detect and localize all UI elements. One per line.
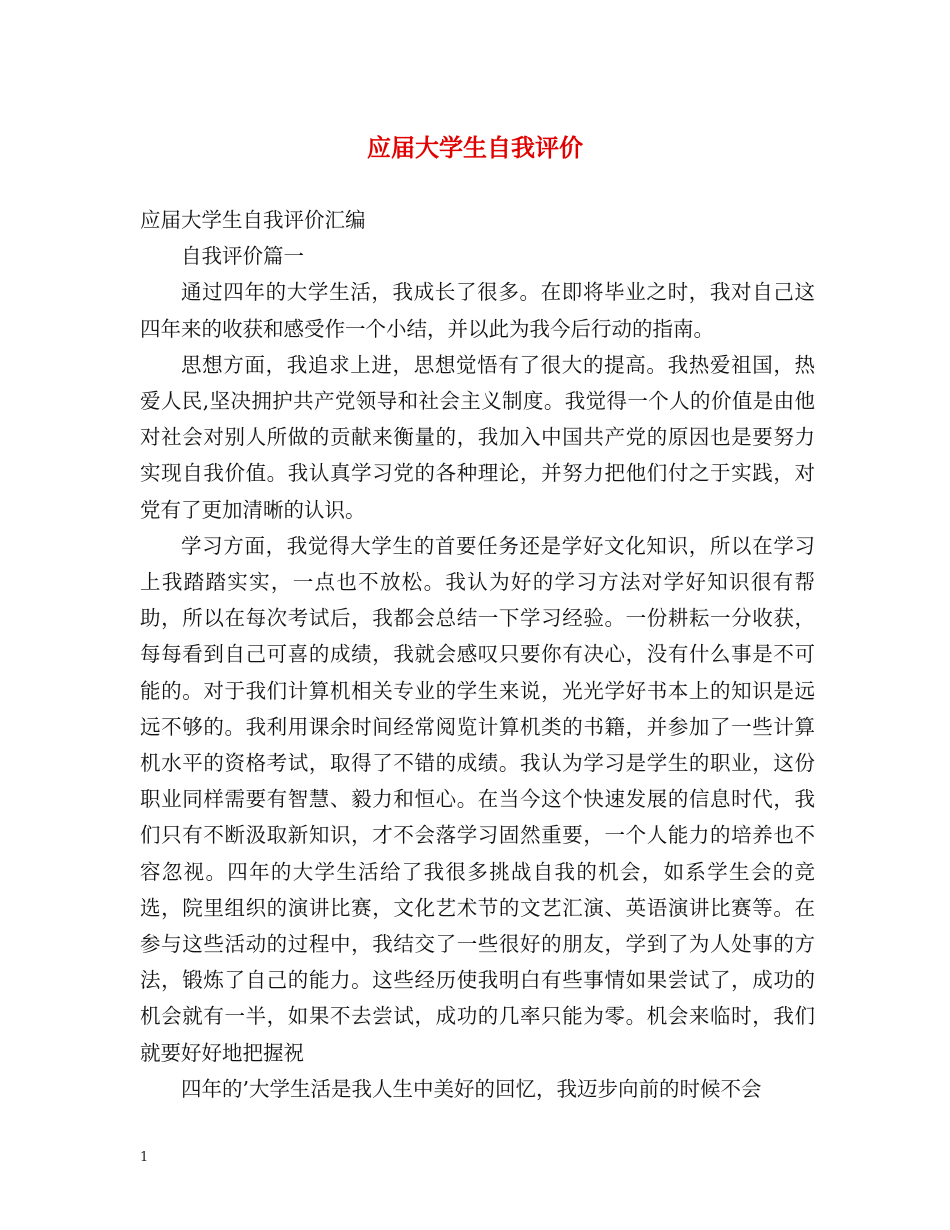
paragraph-closing: 四年的’大学生活是我人生中美好的回忆，我迈步向前的时候不会 <box>181 1076 762 1101</box>
document-body <box>140 202 815 1107</box>
paragraph-intro: 通过四年的大学生活，我成长了很多。在即将毕业之时，我对自己这四年来的收获和感受作一个小结，并以此为我今后行动的指南。 <box>140 280 815 341</box>
paragraph-study: 学习方面，我觉得大学生的首要任务还是学好文化知识，所以在学习上我踏踏实实，一点也不放松。我认为好的学习方法对学好知识很有帮助，所以在每次考试后，我都会总结一下学习经验。一份耕耘一分收获，每每看到自己可喜的成绩，我就会感叹只要你有决心，没有什么事是不可能的。对于我们计算机相关专业的学生来说，光光学好书本上的知识是远远不够的。我利用课余时间经常阅览计算机类的书籍，并参加了一些计算机水平的资格考试，取得了不错的成绩。我认为学习是学生的职业，这份职业同样需要有智慧、毅力和恒心。在当今这个快速发展的信息时代，我们只有不断汲取新知识，才不会落学习固然重要，一个人能力的培养也不容忽视。四年的大学生活给了我很多挑战自我的机会，如系学生会的竞选，院里组织的演讲比赛，文化艺术节的文艺汇演、英语演讲比赛等。在参与这些活动的过程中，我结交了一些很好的朋友，学到了为人处事的方法，锻炼了自己的能力。这些经历使我明白有些事情如果尝试了，成功的机会就有一半，如果不去尝试，成功的几率只能为零。机会来临时，我们就要好好地把握祝 <box>140 533 815 1065</box>
paragraph-ideology: 思想方面，我追求上进，思想觉悟有了很大的提高。我热爱祖国，热爱人民,坚决拥护共产党领导和社会主义制度。我觉得一个人的价值是由他对社会对别人所做的贡献来衡量的，我加入中国共产党的原因也是要努力实现自我价值。我认真学习党的各种理论，并努力把他们付之于实践，对党有了更加清晰的认识。 <box>140 352 815 522</box>
document-subtitle: 应届大学生自我评价汇编 <box>140 208 366 232</box>
document-title: 应届大学生自我评价 <box>367 133 583 162</box>
section-heading: 自我评价篇一 <box>181 244 304 269</box>
page-number: 1 <box>140 1150 149 1165</box>
